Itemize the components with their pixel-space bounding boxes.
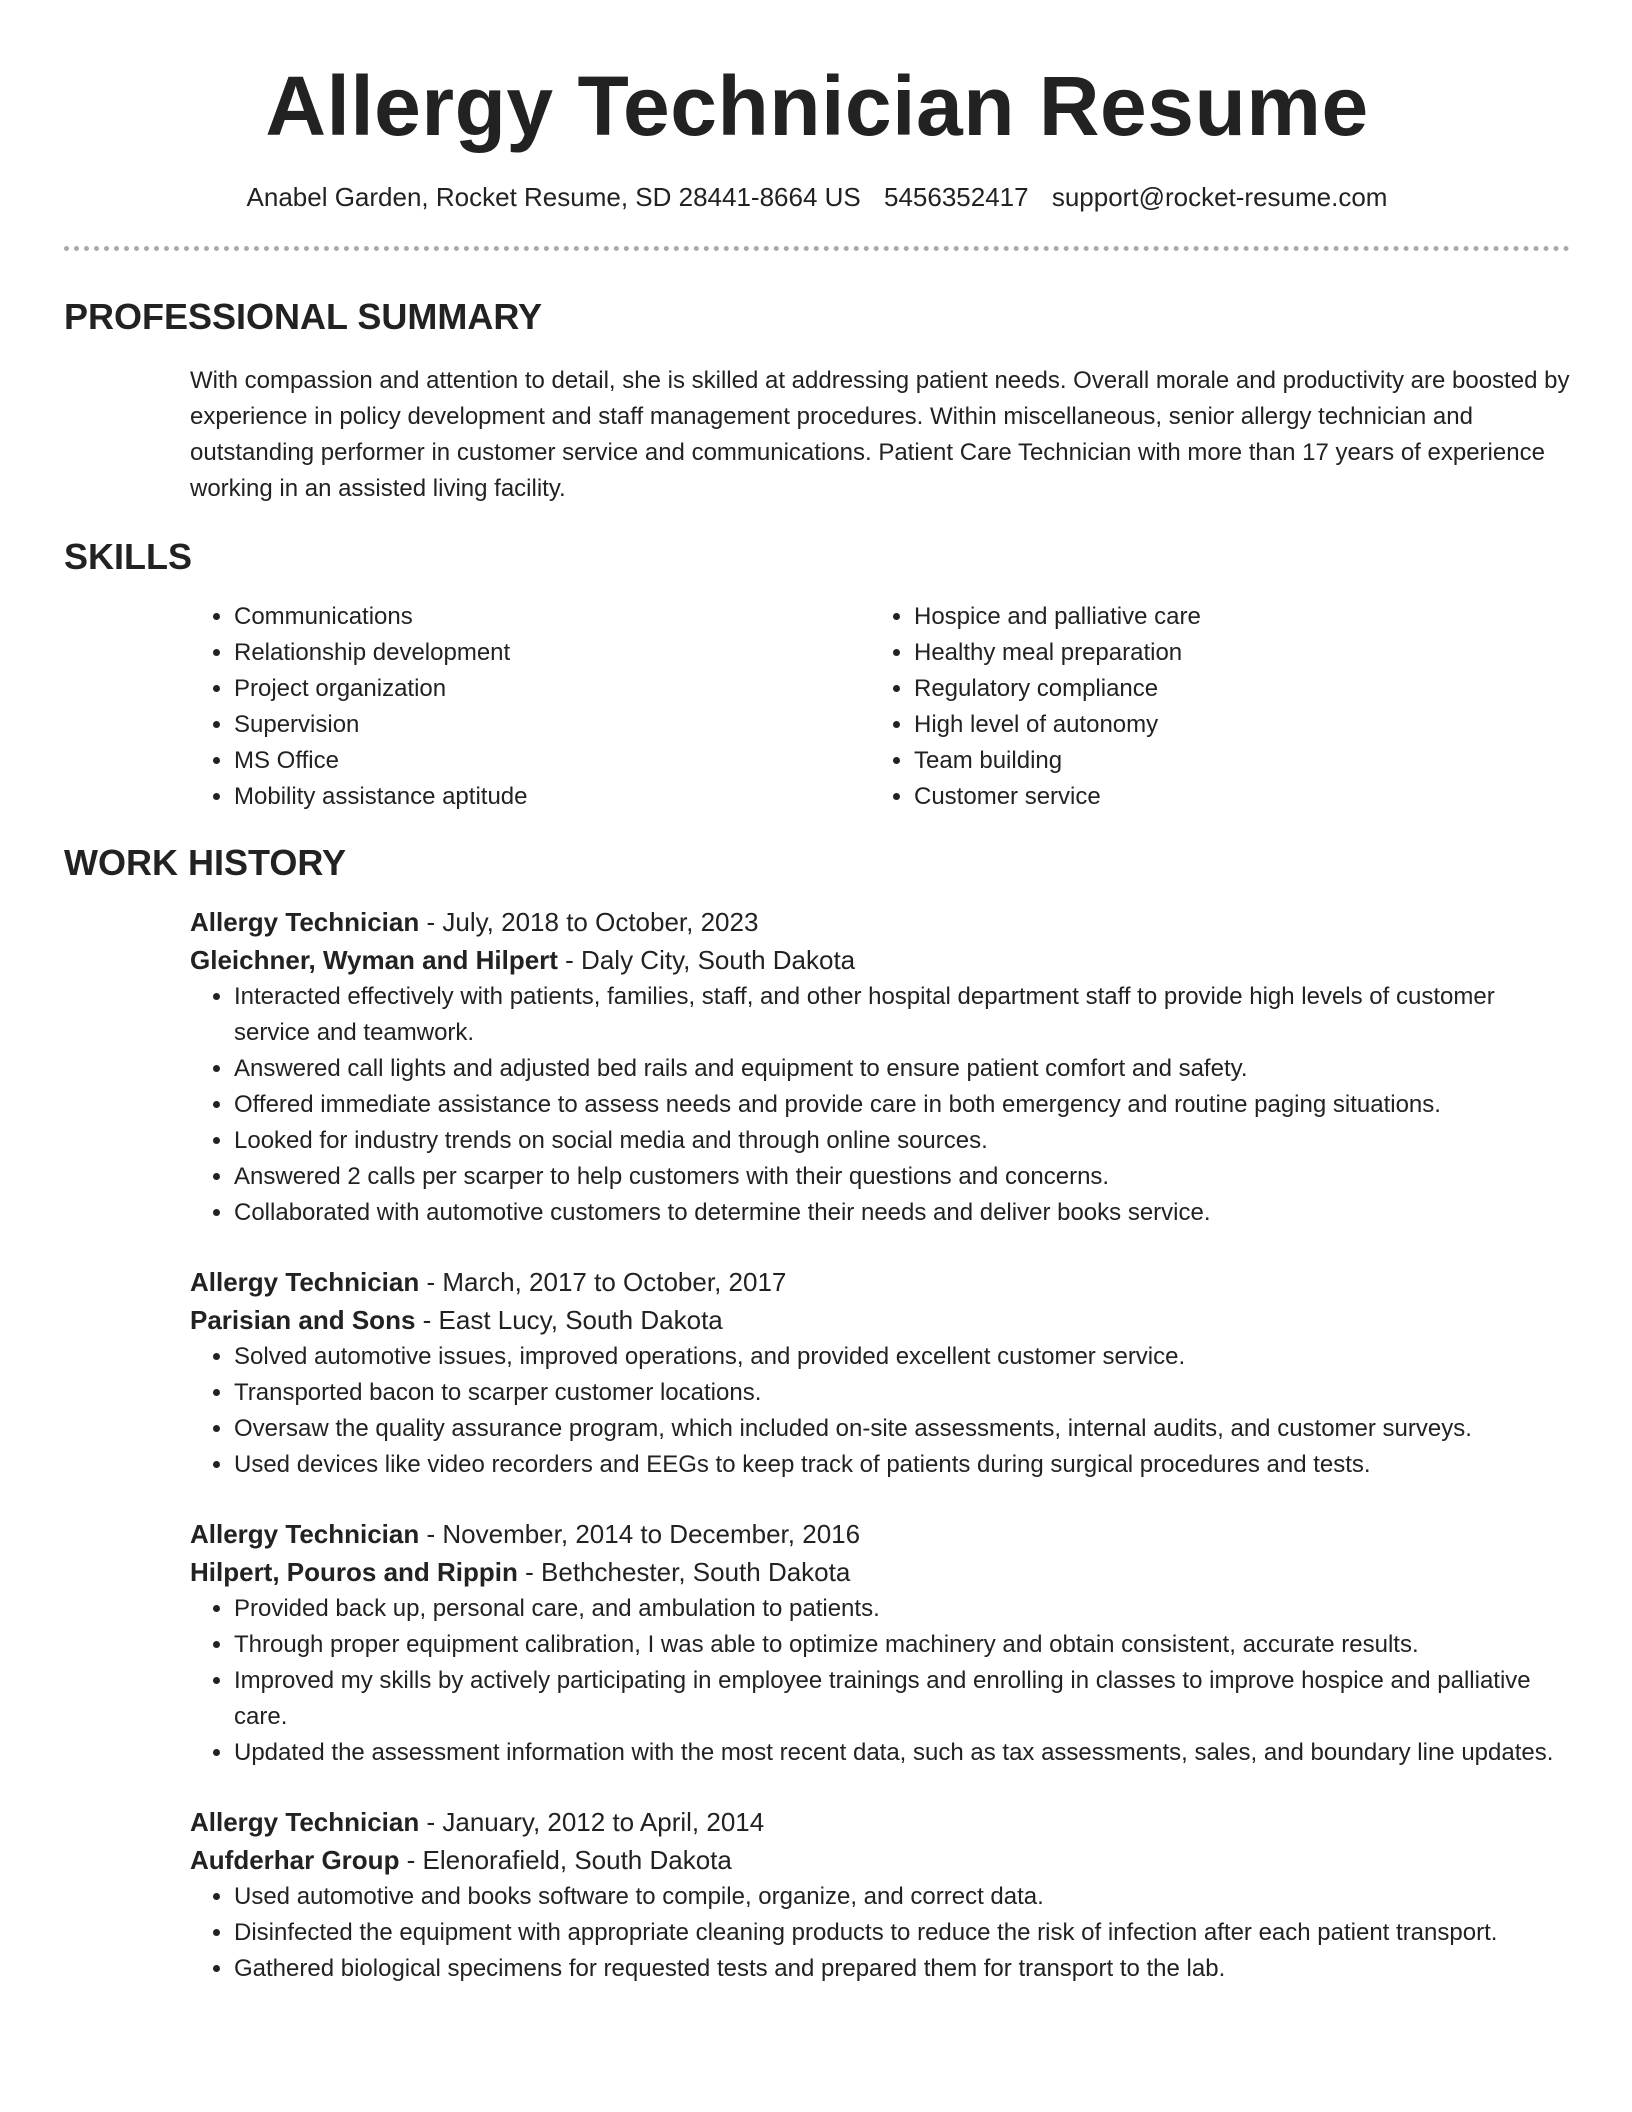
job-bullets <box>190 979 1570 1231</box>
skill-item: • Team building <box>914 743 1474 779</box>
skill-item: • Healthy meal preparation <box>914 635 1474 671</box>
skill-item: • Hospice and palliative care <box>914 599 1474 635</box>
job-company: Gleichner, Wyman and Hilpert <box>190 945 558 975</box>
skills-column-right <box>870 599 1474 815</box>
job-title-line <box>190 1803 1570 1841</box>
job-bullet: • Through proper equipment calibration, I was able to optimize machinery and obtain consistent, accurate results. <box>234 1627 1570 1663</box>
contact-phone: 5456352417 <box>884 182 1029 212</box>
contact-email: support@rocket-resume.com <box>1051 182 1388 212</box>
job-entry <box>190 1803 1570 1987</box>
job-dates: - July, 2018 to October, 2023 <box>419 907 759 937</box>
job-location: - Bethchester, South Dakota <box>517 1557 851 1587</box>
job-bullet: • Transported bacon to scarper customer locations. <box>234 1375 1570 1411</box>
skill-item: • Project organization <box>234 671 870 707</box>
job-bullet: • Used devices like video recorders and EEGs to keep track of patients during surgical procedures and tests. <box>234 1447 1570 1483</box>
skill-item: • Regulatory compliance <box>914 671 1474 707</box>
job-bullet: • Provided back up, personal care, and ambulation to patients. <box>234 1591 1570 1627</box>
job-bullet: • Answered 2 calls per scarper to help customers with their questions and concerns. <box>234 1159 1570 1195</box>
job-bullets <box>190 1591 1570 1771</box>
job-bullet: • Oversaw the quality assurance program, which included on-site assessments, internal audits, and customer surveys. <box>234 1411 1570 1447</box>
summary-heading: PROFESSIONAL SUMMARY <box>64 296 543 337</box>
job-title: Allergy Technician <box>190 1807 420 1837</box>
skill-item: • High level of autonomy <box>914 707 1474 743</box>
job-dates: - January, 2012 to April, 2014 <box>419 1807 765 1837</box>
skill-item: • MS Office <box>234 743 870 779</box>
job-company: Aufderhar Group <box>190 1845 400 1875</box>
contact-address: Anabel Garden, Rocket Resume, SD 28441-8664 US <box>246 182 861 212</box>
job-company-line <box>190 1553 1570 1591</box>
job-bullet: • Used automotive and books software to compile, organize, and correct data. <box>234 1879 1570 1915</box>
job-bullet: • Solved automotive issues, improved operations, and provided excellent customer service. <box>234 1339 1570 1375</box>
job-title: Allergy Technician <box>190 1267 420 1297</box>
job-company-line <box>190 1841 1570 1879</box>
skills-list <box>190 599 1570 815</box>
contact-line <box>64 180 1570 214</box>
job-title-line <box>190 903 1570 941</box>
resume-title: Allergy Technician Resume <box>265 59 1369 153</box>
job-company: Hilpert, Pouros and Rippin <box>190 1557 518 1587</box>
skills-column-left <box>190 599 870 815</box>
job-entry <box>190 903 1570 1231</box>
skill-item: • Supervision <box>234 707 870 743</box>
job-company: Parisian and Sons <box>190 1305 416 1335</box>
job-bullet: • Answered call lights and adjusted bed rails and equipment to ensure patient comfort and safety. <box>234 1051 1570 1087</box>
job-bullet: • Looked for industry trends on social media and through online sources. <box>234 1123 1570 1159</box>
job-title: Allergy Technician <box>190 1519 420 1549</box>
summary-text: With compassion and attention to detail, she is skilled at addressing patient needs. Overall morale and productivity are boosted by experience in policy development and staff management procedures. Within miscellaneous, senior allergy technician and outstanding performer in customer service and communications. Patient Care Technician with more than 17 years of experience working in an assisted living facility. <box>190 367 1570 502</box>
job-dates: - November, 2014 to December, 2016 <box>419 1519 861 1549</box>
job-title-line <box>190 1515 1570 1553</box>
job-location: - Daly City, South Dakota <box>557 945 856 975</box>
skill-item: • Mobility assistance aptitude <box>234 779 870 815</box>
job-bullets <box>190 1879 1570 1987</box>
skills-heading: SKILLS <box>64 536 193 577</box>
work-history-list <box>190 903 1570 1987</box>
job-entry <box>190 1263 1570 1483</box>
job-bullet: • Gathered biological specimens for requested tests and prepared them for transport to the lab. <box>234 1951 1570 1987</box>
job-bullet: • Offered immediate assistance to assess needs and provide care in both emergency and routine paging situations. <box>234 1087 1570 1123</box>
job-location: - East Lucy, South Dakota <box>415 1305 723 1335</box>
work-history-heading: WORK HISTORY <box>64 842 347 883</box>
header-divider <box>64 246 1570 251</box>
resume-page <box>64 0 1570 1987</box>
skill-item: • Relationship development <box>234 635 870 671</box>
job-bullet: • Interacted effectively with patients, families, staff, and other hospital department staff to provide high levels of customer service and teamwork. <box>234 979 1570 1051</box>
job-entry <box>190 1515 1570 1771</box>
skill-item: • Customer service <box>914 779 1474 815</box>
job-bullets <box>190 1339 1570 1483</box>
skill-item: • Communications <box>234 599 870 635</box>
job-company-line <box>190 941 1570 979</box>
job-bullet: • Collaborated with automotive customers to determine their needs and deliver books service. <box>234 1195 1570 1231</box>
job-bullet: • Disinfected the equipment with appropriate cleaning products to reduce the risk of infection after each patient transport. <box>234 1915 1570 1951</box>
job-dates: - March, 2017 to October, 2017 <box>419 1267 787 1297</box>
job-title-line <box>190 1263 1570 1301</box>
job-company-line <box>190 1301 1570 1339</box>
job-bullet: • Updated the assessment information with the most recent data, such as tax assessments, sales, and boundary line updates. <box>234 1735 1570 1771</box>
job-location: - Elenorafield, South Dakota <box>399 1845 732 1875</box>
job-bullet: • Improved my skills by actively participating in employee trainings and enrolling in classes to improve hospice and palliative care. <box>234 1663 1570 1735</box>
job-title: Allergy Technician <box>190 907 420 937</box>
